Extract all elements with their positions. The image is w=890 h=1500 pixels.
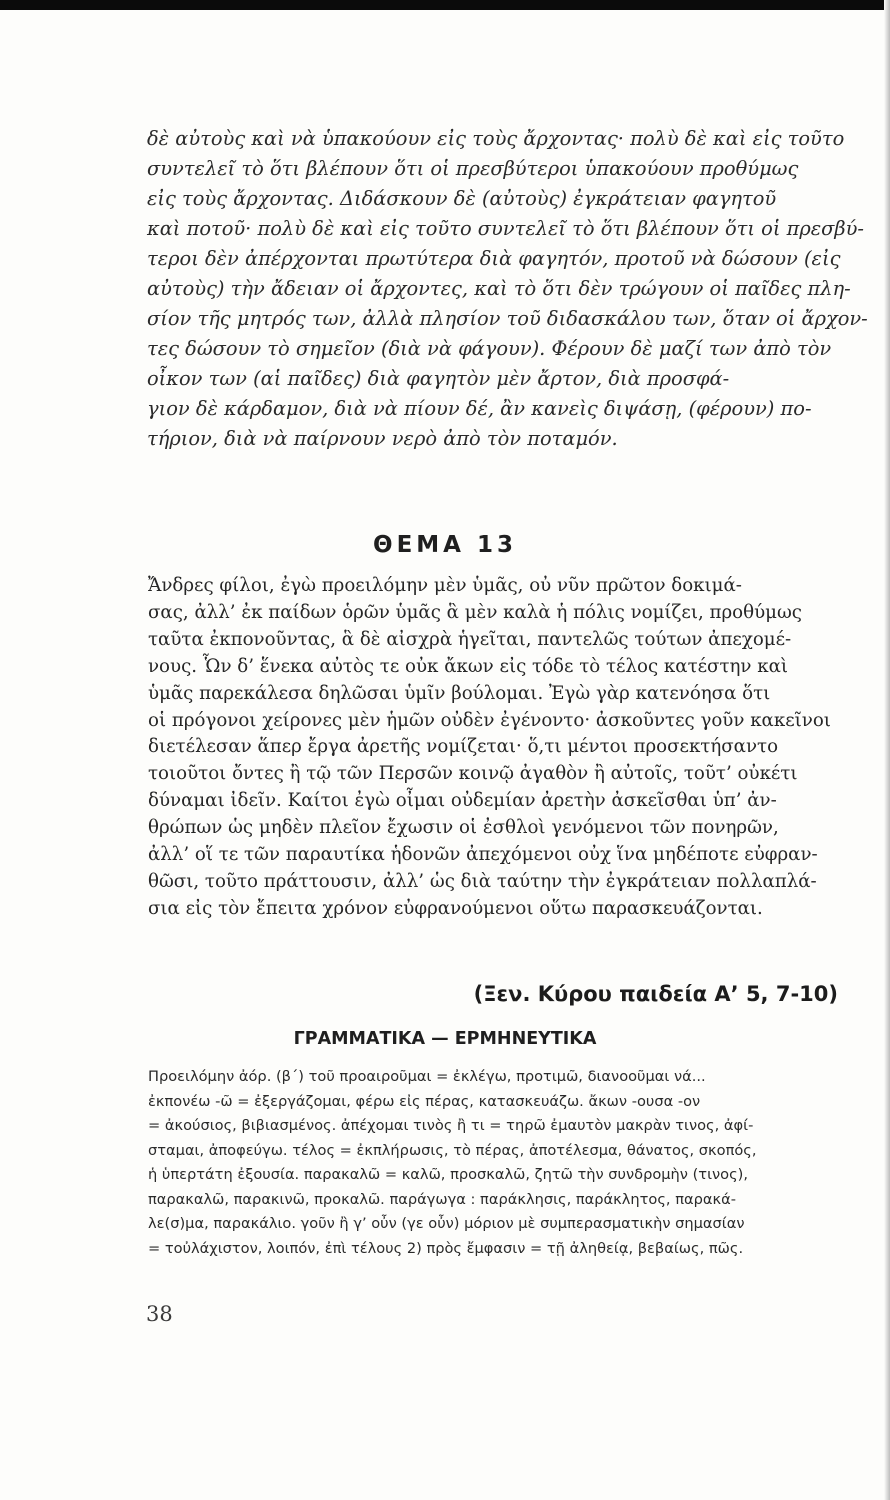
glossary-line: = τοὐλάχιστον, λοιπόν, ἐπὶ τέλους 2) πρὸς ἔμφασιν = τῇ ἀληθείᾳ, βεβαίως, πῶς. bbox=[148, 1239, 744, 1257]
intro-line: αὐτοὺς) τὴν ἄδειαν οἱ ἄρχοντες, καὶ τὸ ὅτι δὲν τρώγουν οἱ παῖδες πλη- bbox=[147, 277, 851, 300]
glossary-notes bbox=[148, 1065, 848, 1261]
glossary-line: παρακαλῶ, παρακινῶ, προκαλῶ. παράγωγα : παράκλησις, παράκλητος, παρακά- bbox=[148, 1190, 736, 1208]
passage-line: σας, ἀλλ’ ἐκ παίδων ὁρῶν ὑμᾶς ἃ μὲν καλὰ ἡ πόλις νομίζει, προθύμως bbox=[148, 601, 802, 623]
passage-line: Ἄνδρες φίλοι, ἐγὼ προειλόμην μὲν ὑμᾶς, οὐ νῦν πρῶτον δοκιμά- bbox=[148, 575, 742, 596]
passage-line: δύναμαι ἰδεῖν. Καίτοι ἐγὼ οἶμαι οὐδεμίαν ἀρετὴν ἀσκεῖσθαι ὑπ’ ἀν- bbox=[148, 790, 777, 812]
intro-line: σίον τῆς μητρός των, ἀλλὰ πλησίον τοῦ διδασκάλου των, ὅταν οἱ ἄρχον- bbox=[147, 307, 868, 330]
glossary-line: σταμαι, ἀποφεύγω. τέλος = ἐκπλήρωσις, τὸ πέρας, ἀποτέλεσμα, θάνατος, σκοπός, bbox=[148, 1141, 757, 1159]
glossary-line: ἐκπονέω -ῶ = ἐξεργάζομαι, φέρω εἰς πέρας, κατασκευάζω. ἄκων -ουσα -ον bbox=[148, 1092, 701, 1110]
intro-line: τήριον, διὰ νὰ παίρνουν νερὸ ἀπὸ τὸν ποταμόν. bbox=[147, 427, 618, 450]
scan-right-edge bbox=[884, 0, 890, 1500]
intro-line: τες δώσουν τὸ σημεῖον (διὰ νὰ φάγουν). Φέρουν δὲ μαζί των ἀπὸ τὸν bbox=[147, 337, 832, 360]
intro-line: οἶκον των (αἱ παῖδες) διὰ φαγητὸν μὲν ἄρτον, διὰ προσφά- bbox=[147, 367, 730, 390]
theme-title: ΘΕΜΑ 13 bbox=[373, 532, 517, 558]
scan-top-border bbox=[0, 0, 890, 10]
glossary-line: = ἀκούσιος, βιβιασμένος. ἀπέχομαι τινὸς ἢ τι = τηρῶ ἐμαυτὸν μακρὰν τινος, ἀφί- bbox=[148, 1117, 754, 1134]
passage-line: θρώπων ὡς μηδὲν πλεῖον ἔχωσιν οἱ ἐσθλοὶ γενόμενοι τῶν πονηρῶν, bbox=[148, 817, 779, 839]
passage-line: νους. Ὧν δ’ ἕνεκα αὐτὸς τε οὐκ ἄκων εἰς τόδε τὸ τέλος κατέστην καὶ bbox=[148, 655, 789, 677]
intro-line: συντελεῖ τὸ ὅτι βλέπουν ὅτι οἱ πρεσβύτεροι ὑπακούουν προθύμως bbox=[147, 157, 799, 180]
glossary-line: λε(σ)μα, παρακάλιο. γοῦν ἢ γ’ οὖν (γε οὖν) μόριον μὲ συμπερασματικὴν σημασίαν bbox=[148, 1215, 745, 1232]
intro-paragraph bbox=[147, 124, 868, 454]
passage-line: σια εἰς τὸν ἔπειτα χρόνον εὐφρανούμενοι οὕτω παρασκευάζονται. bbox=[148, 897, 763, 919]
greek-passage bbox=[148, 573, 848, 923]
passage-line: θῶσι, τοῦτο πράττουσιν, ἀλλ’ ὡς διὰ ταύτην τὴν ἐγκράτειαν πολλαπλά- bbox=[148, 870, 817, 892]
passage-line: οἱ πρόγονοι χείρονες μὲν ἡμῶν οὐδὲν ἐγένοντο· ἀσκοῦντες γοῦν κακεῖνοι bbox=[148, 709, 831, 731]
intro-line: δὲ αὐτοὺς καὶ νὰ ὑπακούουν εἰς τοὺς ἄρχοντας· πολὺ δὲ καὶ εἰς τοῦτο bbox=[147, 127, 845, 150]
passage-line: ἀλλ’ οἵ τε τῶν παραυτίκα ἡδονῶν ἀπεχόμενοι οὐχ ἵνα μηδέποτε εὐφραν- bbox=[148, 844, 818, 866]
page-number: 38 bbox=[146, 1302, 173, 1326]
passage-line: ὑμᾶς παρεκάλεσα δηλῶσαι ὑμῖν βούλομαι. Ἐγὼ γὰρ κατενόησα ὅτι bbox=[148, 682, 771, 704]
passage-line: τοιοῦτοι ὄντες ἢ τῷ τῶν Περσῶν κοινῷ ἀγαθὸν ἢ αὐτοῖς, τοῦτ’ οὐκέτι bbox=[148, 763, 798, 785]
passage-line: διετέλεσαν ἅπερ ἔργα ἀρετῆς νομίζεται· ὅ,τι μέντοι προσεκτήσαντο bbox=[148, 736, 779, 758]
section-heading: ΓΡΑΜΜΑΤΙΚΑ — ΕΡΜΗΝΕΥΤΙΚΑ bbox=[293, 1029, 597, 1049]
intro-line: καὶ ποτοῦ· πολὺ δὲ καὶ εἰς τοῦτο συντελεῖ τὸ ὅτι βλέπουν ὅτι οἱ πρεσβύ- bbox=[147, 217, 864, 240]
intro-line: εἰς τοὺς ἄρχοντας. Διδάσκουν δὲ (αὐτοὺς) ἐγκράτειαν φαγητοῦ bbox=[147, 187, 777, 210]
passage-line: ταῦτα ἐκπονοῦντας, ἃ δὲ αἰσχρὰ ἡγεῖται, παντελῶς τούτων ἀπεχομέ- bbox=[148, 628, 792, 650]
glossary-line: ἡ ὑπερτάτη ἐξουσία. παρακαλῶ = καλῶ, προσκαλῶ, ζητῶ τὴν συνδρομὴν (τινος), bbox=[148, 1166, 748, 1183]
intro-line: τεροι δὲν ἀπέρχονται πρωτύτερα διὰ φαγητόν, προτοῦ νὰ δώσουν (εἰς bbox=[147, 247, 841, 270]
glossary-line: Προειλόμην ἀόρ. (β΄) τοῦ προαιροῦμαι = ἐκλέγω, προτιμῶ, διανοοῦμαι νά... bbox=[148, 1068, 706, 1085]
intro-line: γιον δὲ κάρδαμον, διὰ νὰ πίουν δέ, ἂν κανεὶς διψάσῃ, (φέρουν) πο- bbox=[147, 397, 812, 420]
source-citation: (Ξεν. Κύρου παιδεία Α’ 5, 7-10) bbox=[473, 982, 838, 1006]
